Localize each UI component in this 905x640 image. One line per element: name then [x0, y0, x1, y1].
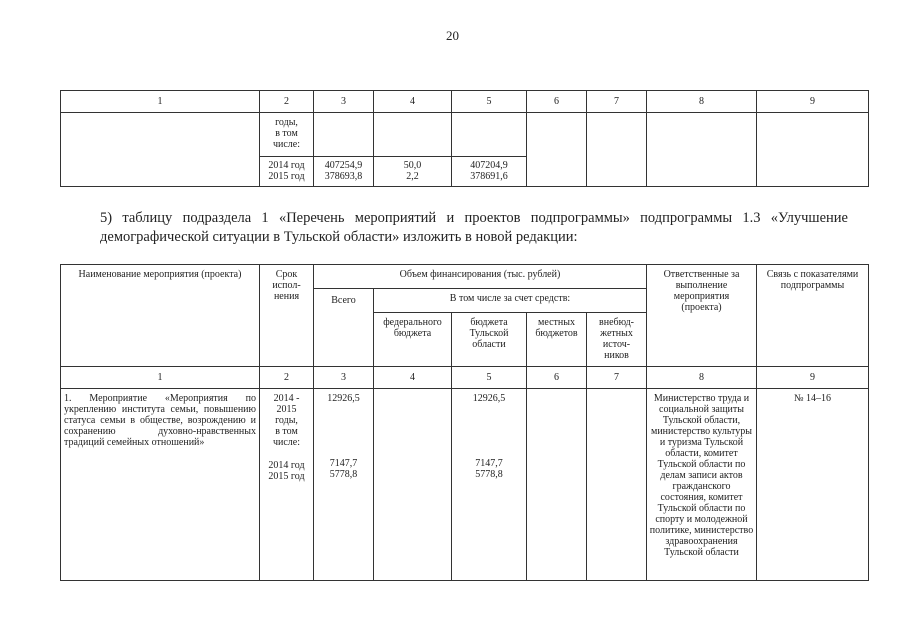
federal-cell [374, 113, 452, 157]
col-num: 5 [452, 367, 527, 389]
col-num: 7 [587, 91, 647, 113]
page-number: 20 [446, 28, 459, 43]
extra-cell [587, 389, 647, 581]
header-financing: Объем финансирования (тыс. рублей) [314, 265, 647, 289]
measure-name-cell [61, 389, 260, 581]
name-cell [61, 113, 260, 187]
link-cell [757, 389, 869, 581]
continuation-table [60, 90, 869, 187]
federal-values: 50,0 2,2 [374, 157, 452, 187]
column-number-row [61, 91, 869, 113]
header-including: В том числе за счет средств: [374, 289, 647, 313]
total-value: 12926,5 [327, 393, 360, 404]
header-local: местных бюджетов [527, 313, 587, 367]
regional-value: 12926,5 [472, 393, 506, 404]
total-cell [314, 113, 374, 157]
col-num: 9 [757, 367, 869, 389]
link-text: № 14–16 [793, 393, 832, 404]
col-num: 2 [260, 367, 314, 389]
col-num: 3 [314, 91, 374, 113]
link-cell [757, 113, 869, 187]
years-cell: 2014 год 2015 год [260, 157, 314, 187]
header-link: Связь с показателями подпрограммы [757, 265, 869, 367]
responsible-text: Министерство труда и социальной защиты Тульской области, министерство культуры и туризма Тульской области, комитет Тульской области по делам записи актов гражданского состояния, комитет Тульской области по спорту и молодежной политике, министерство здравоохранения Тульской области [649, 393, 754, 558]
col-num: 3 [314, 367, 374, 389]
header-extra: внебюд- жетных источ- ников [587, 313, 647, 367]
measures-table [60, 264, 869, 581]
term-years: 2014 год 2015 год [268, 460, 305, 482]
term-cell [260, 389, 314, 581]
column-number-row [61, 367, 869, 389]
col-num: 4 [374, 91, 452, 113]
regional-years: 7147,7 5778,8 [475, 458, 503, 480]
paragraph-body: 5) таблицу подраздела 1 «Перечень мероприятий и проектов подпрограммы» подпрограммы 1.3 «Улучшение демографической ситуации в Тульской области» изложить в новой редакции: [100, 210, 848, 245]
col-num: 8 [647, 91, 757, 113]
col-num: 7 [587, 367, 647, 389]
col-num: 1 [61, 367, 260, 389]
local-cell [527, 113, 587, 187]
header-federal: федерального бюджета [374, 313, 452, 367]
local-cell [527, 389, 587, 581]
responsible-cell [647, 113, 757, 187]
header-term: Срок испол- нения [260, 265, 314, 367]
col-num: 9 [757, 91, 869, 113]
header-name: Наименование мероприятия (проекта) [61, 265, 260, 367]
header-responsible: Ответственные за выполнение мероприятия (проекта) [647, 265, 757, 367]
total-years: 7147,7 5778,8 [329, 458, 358, 480]
header-total: Всего [314, 289, 374, 367]
paragraph-text [60, 209, 848, 247]
regional-values: 407204,9 378691,6 [452, 157, 527, 187]
header-row [61, 265, 869, 289]
regional-cell [452, 113, 527, 157]
col-num: 1 [61, 91, 260, 113]
regional-cell [452, 389, 527, 581]
col-num: 6 [527, 367, 587, 389]
total-cell [314, 389, 374, 581]
table-row [61, 389, 869, 581]
col-num: 6 [527, 91, 587, 113]
header-regional: бюджета Тульской области [452, 313, 527, 367]
extra-cell [587, 113, 647, 187]
period-cell: годы, в том числе: [260, 113, 314, 157]
responsible-cell [647, 389, 757, 581]
col-num: 2 [260, 91, 314, 113]
table-row [61, 113, 869, 157]
col-num: 5 [452, 91, 527, 113]
col-num: 4 [374, 367, 452, 389]
term-text: 2014 - 2015 годы, в том числе: [272, 393, 301, 448]
col-num: 8 [647, 367, 757, 389]
measure-name: 1. Мероприятие «Мероприятия по укреплению института семьи, повышению статуса семьи в обществе, возрождению и сохранению духовно-нравственных традиций семейных отношений» [64, 393, 256, 448]
federal-cell [374, 389, 452, 581]
total-values: 407254,9 378693,8 [314, 157, 374, 187]
